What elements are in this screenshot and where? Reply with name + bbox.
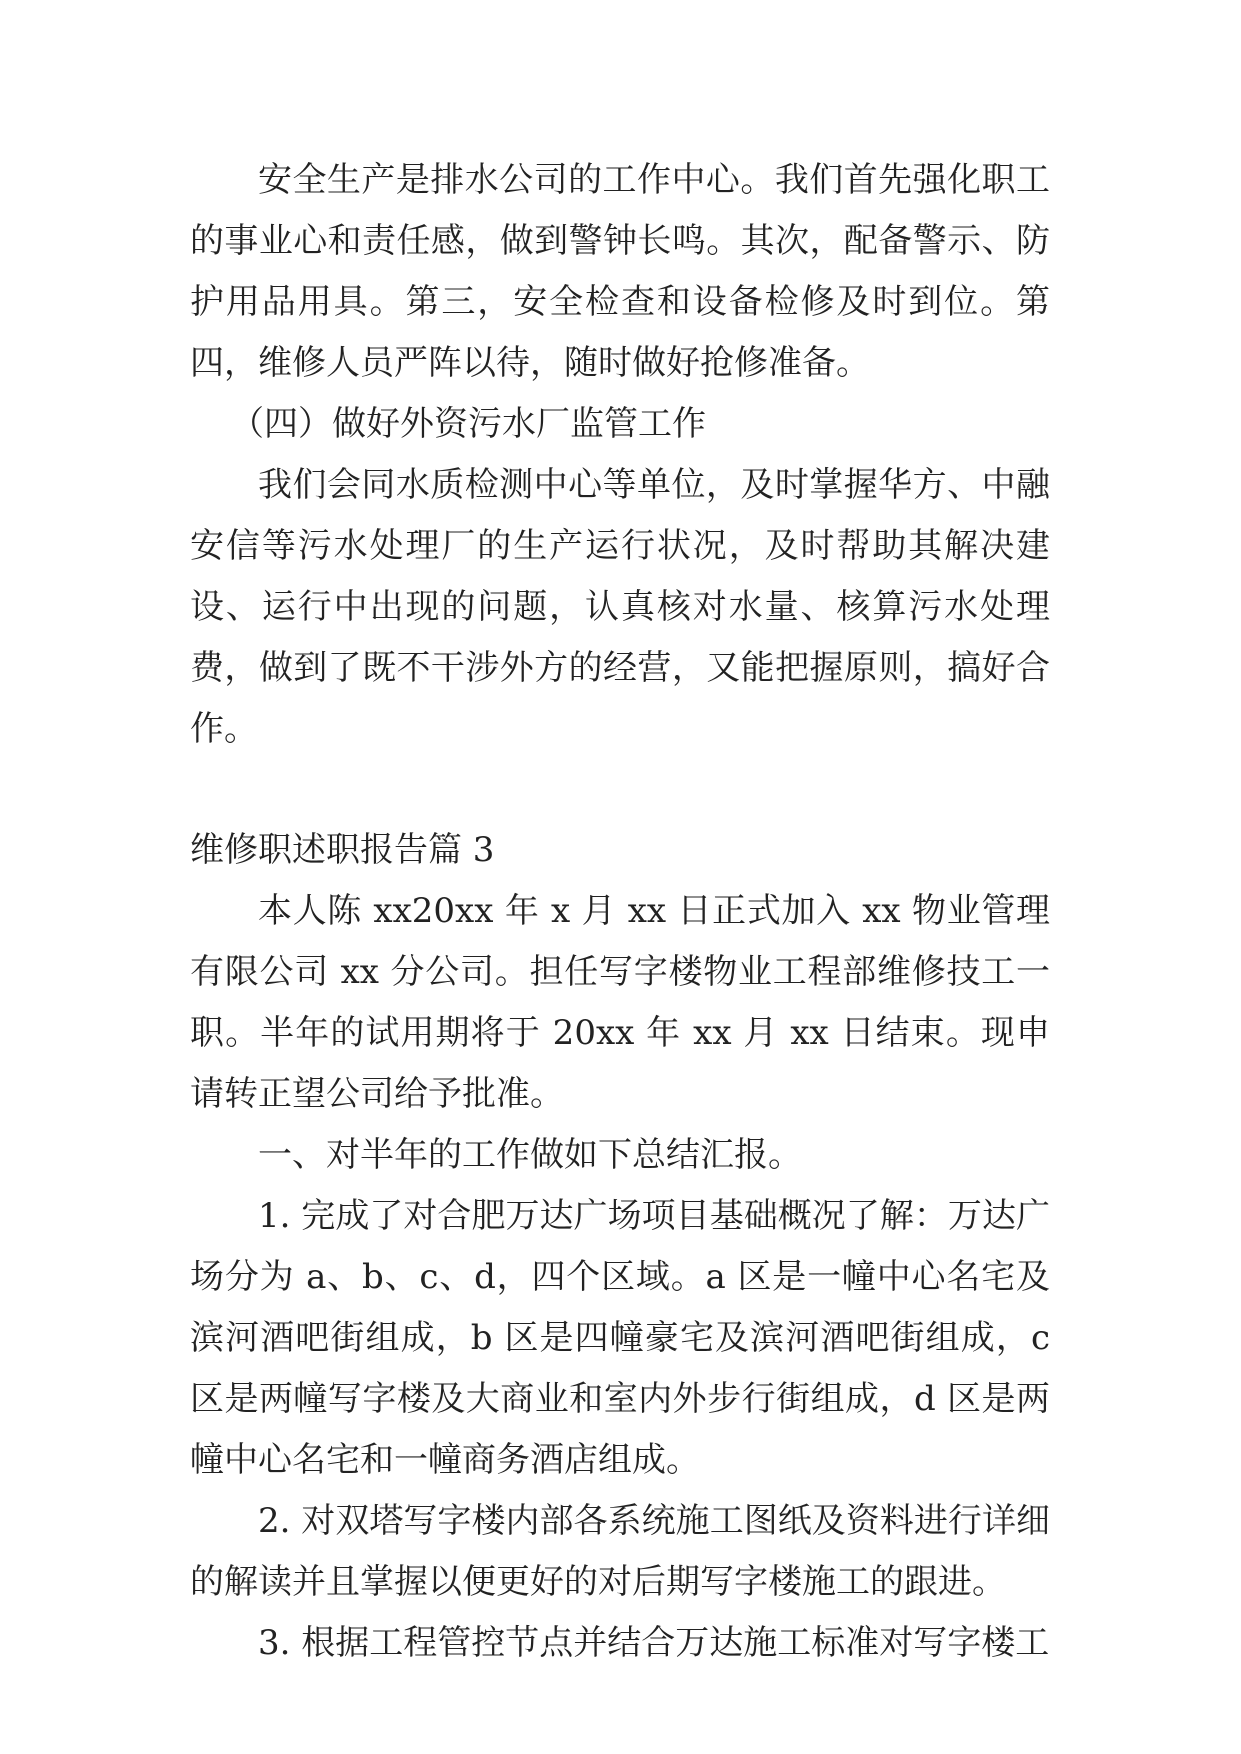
subheading-foreign-plant: （四）做好外资污水厂监管工作 (230, 404, 706, 444)
section-title: 维修职述职报告篇 3 (190, 830, 495, 870)
paragraph-foreign-plant: 我们会同水质检测中心等单位，及时掌握华方、中融安信等污水处理厂的生产运行状况，及时帮助其解决建设、运行中出现的问题，认真核对水量、核算污水处理费，做到了既不干涉外方的经营，又能把握原则，搞好合作。 (190, 465, 1050, 749)
paragraph-summary-heading: 一、对半年的工作做如下总结汇报。 (258, 1135, 802, 1175)
document-page (190, 150, 1050, 1674)
section-gap (190, 760, 1050, 820)
paragraph-intro: 本人陈 xx20xx 年 x 月 xx 日正式加入 xx 物业管理有限公司 xx 分公司。担任写字楼物业工程部维修技工一职。半年的试用期将于 20xx 年 xx 月 xx 日结束。现申请转正望公司给予批准。 (190, 891, 1050, 1114)
paragraph-item-3: 3. 根据工程管控节点并结合万达施工标准对写字楼工 (258, 1623, 1050, 1663)
paragraph-safety: 安全生产是排水公司的工作中心。我们首先强化职工的事业心和责任感，做到警钟长鸣。其次，配备警示、防护用品用具。第三，安全检查和设备检修及时到位。第四，维修人员严阵以待，随时做好抢修准备。 (190, 160, 1050, 383)
paragraph-item-1: 1. 完成了对合肥万达广场项目基础概况了解：万达广场分为 a、b、c、d，四个区域。a 区是一幢中心名宅及滨河酒吧街组成，b 区是四幢豪宅及滨河酒吧街组成，c 区是两幢写字楼及大商业和室内外步行街组成，d 区是两幢中心名宅和一幢商务酒店组成。 (190, 1196, 1050, 1480)
paragraph-item-2: 2. 对双塔写字楼内部各系统施工图纸及资料进行详细的解读并且掌握以便更好的对后期写字楼施工的跟进。 (190, 1501, 1050, 1602)
